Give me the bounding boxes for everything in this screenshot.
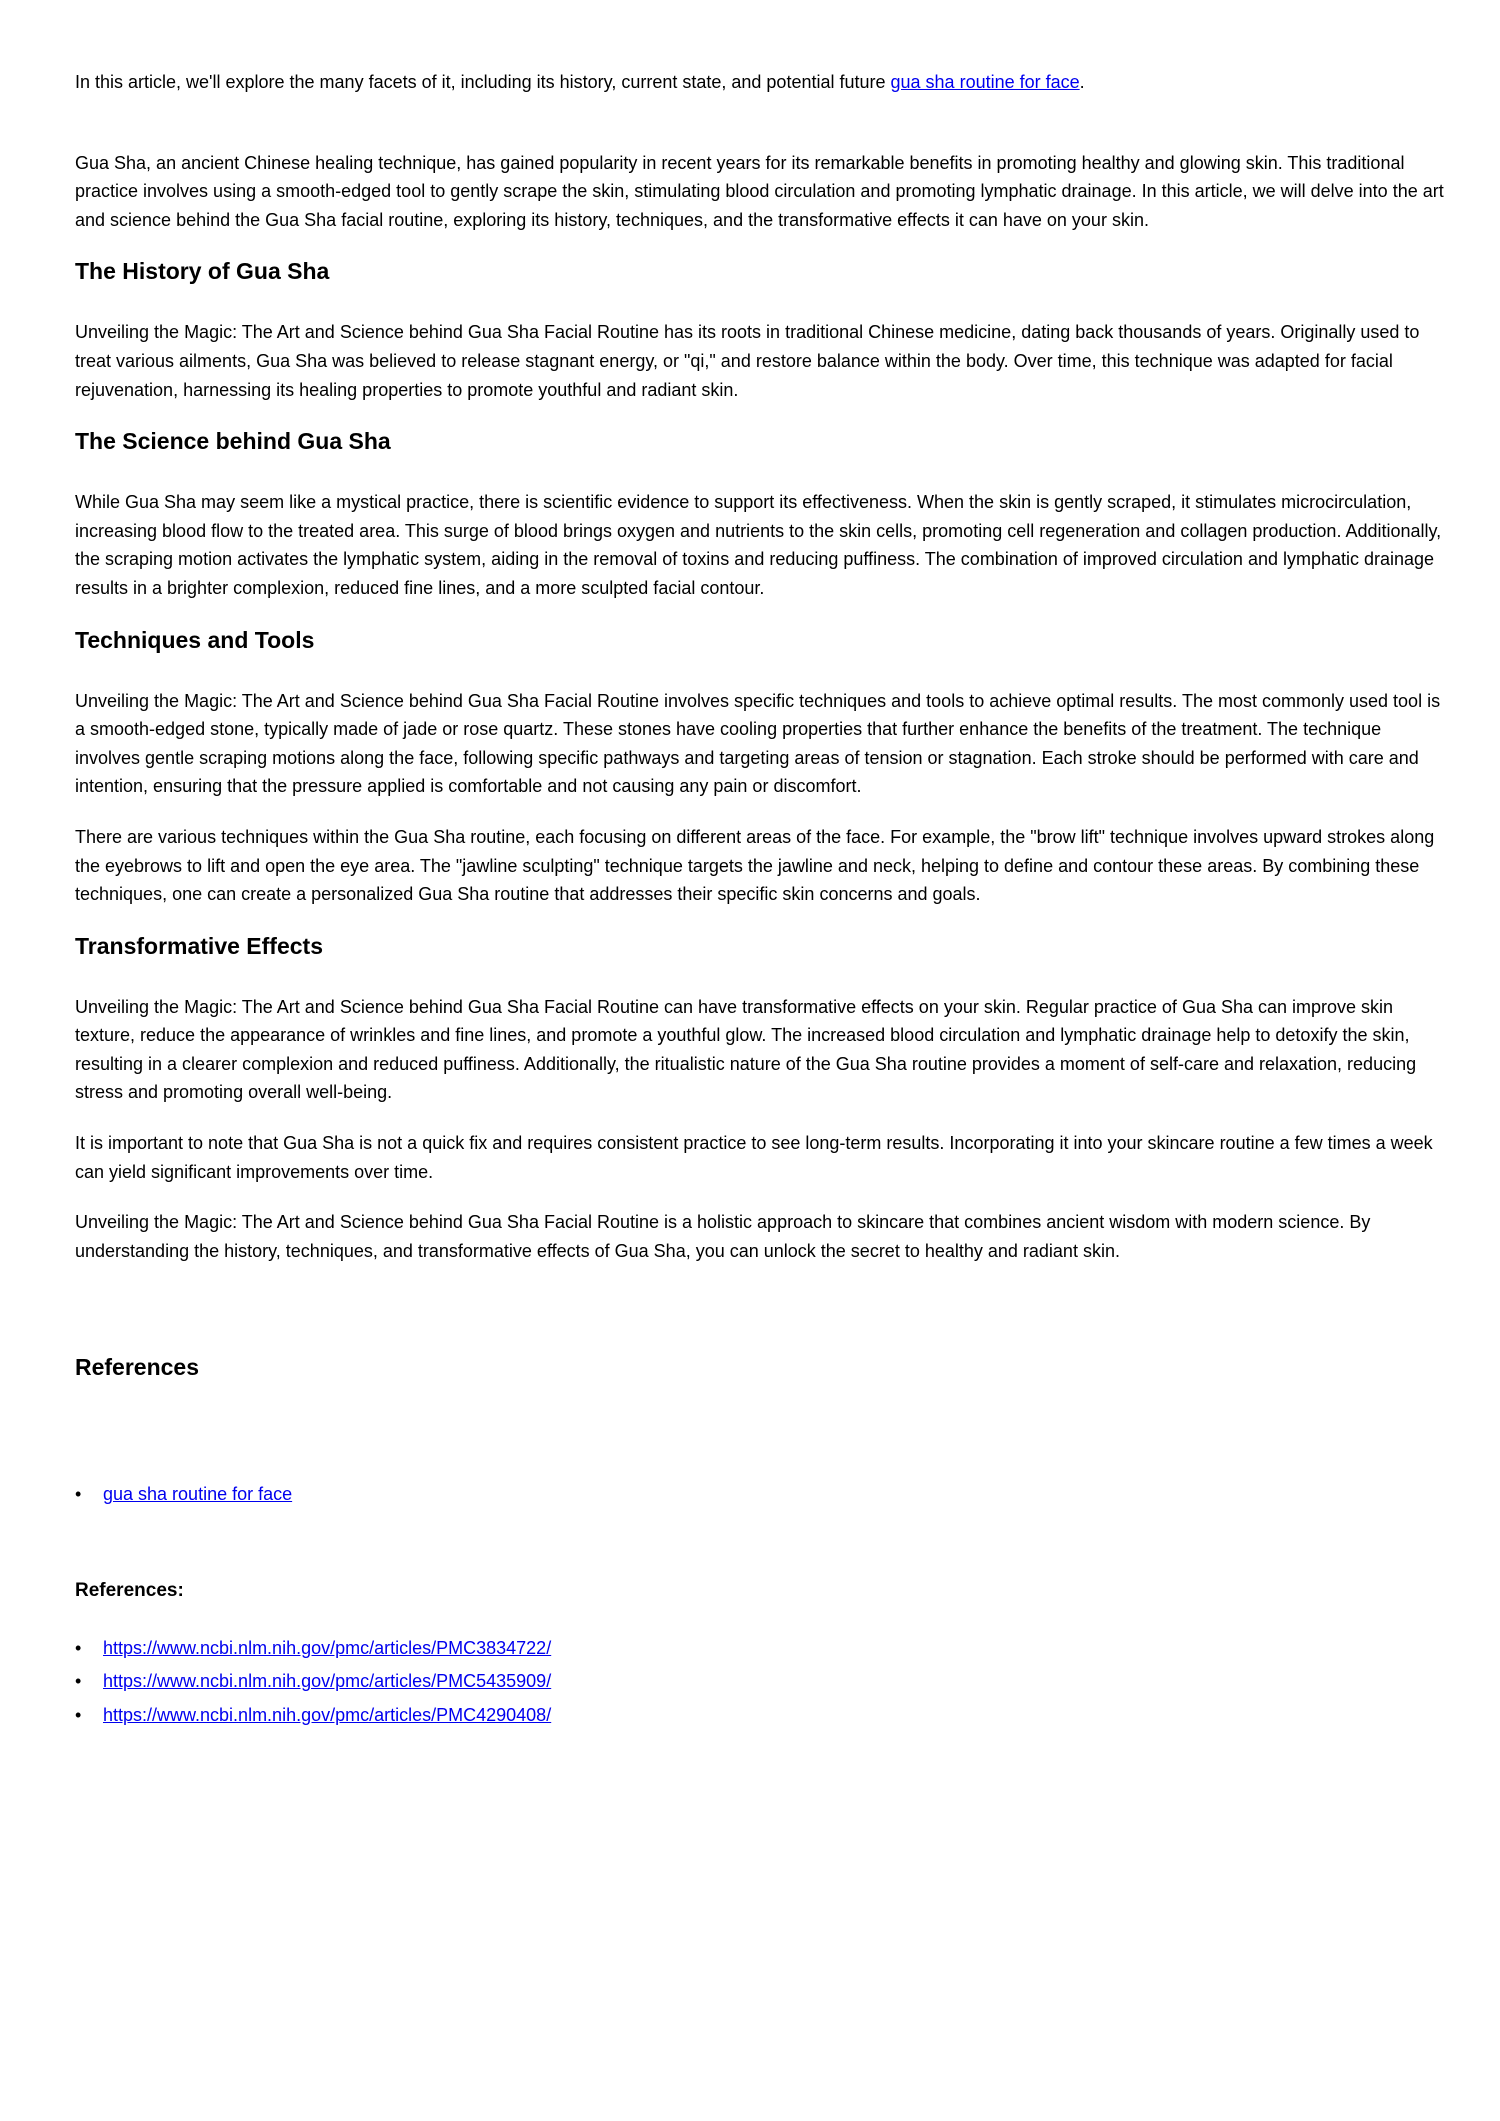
heading-history: The History of Gua Sha	[75, 258, 330, 285]
list-item	[75, 1632, 1445, 1666]
references-subheading: References:	[75, 1579, 184, 1601]
intro-paragraph: In this article, we'll explore the many facets of it, including its history, current state, and potential future gua sha routine for face.	[75, 72, 1085, 92]
reference-link[interactable]: https://www.ncbi.nlm.nih.gov/pmc/articles/PMC5435909/	[103, 1671, 552, 1692]
effects-paragraph: Unveiling the Magic: The Art and Science behind Gua Sha Facial Routine can have transformative effects on your skin. Regular practice of Gua Sha can improve skin texture, reduce the appearance of wrinkles and fine lines, and promote a youthful glow. The increased blood circulation and lymphatic drainage help to detoxify the skin, resulting in a clearer complexion and reduced puffiness. Additionally, the ritualistic nature of the Gua Sha routine provides a moment of self-care and relaxation, reducing stress and promoting overall well-being.	[75, 996, 1417, 1103]
heading-techniques: Techniques and Tools	[75, 626, 315, 653]
list-item	[75, 1665, 1445, 1699]
reference-url-list	[75, 1632, 1445, 1733]
techniques-paragraph: There are various techniques within the Gua Sha routine, each focusing on different areas of the face. For example, the "brow lift" technique involves upward strokes along the eyebrows to lift and open the eye area. The "jawline sculpting" technique targets the jawline and neck, helping to define and contour these areas. By combining these techniques, one can create a personalized Gua Sha routine that addresses their specific skin concerns and goals.	[75, 826, 1435, 905]
effects-paragraph: Unveiling the Magic: The Art and Science behind Gua Sha Facial Routine is a holistic approach to skincare that combines ancient wisdom with modern science. By understanding the history, techniques, and transformative effects of Gua Sha, you can unlock the secret to healthy and radiant skin.	[75, 1212, 1371, 1261]
heading-science: The Science behind Gua Sha	[75, 428, 391, 455]
reference-link[interactable]: https://www.ncbi.nlm.nih.gov/pmc/articles/PMC3834722/	[103, 1637, 552, 1658]
history-paragraph: Unveiling the Magic: The Art and Science behind Gua Sha Facial Routine has its roots in traditional Chinese medicine, dating back thousands of years. Originally used to treat various ailments, Gua Sha was believed to release stagnant energy, or "qi," and restore balance within the body. Over time, this technique was adapted for facial rejuvenation, harnessing its healing properties to promote youthful and radiant skin.	[75, 322, 1420, 400]
keyword-link-list	[75, 1478, 1445, 1512]
heading-effects: Transformative Effects	[75, 932, 323, 959]
list-item	[75, 1478, 1445, 1512]
science-paragraph: While Gua Sha may seem like a mystical practice, there is scientific evidence to support its effectiveness. When the skin is gently scraped, it stimulates microcirculation, increasing blood flow to the treated area. This surge of blood brings oxygen and nutrients to the skin cells, promoting cell regeneration and collagen production. Additionally, the scraping motion activates the lymphatic system, aiding in the removal of toxins and reducing puffiness. The combination of improved circulation and lymphatic drainage results in a brighter complexion, reduced fine lines, and a more sculpted facial contour.	[75, 492, 1442, 598]
list-item	[75, 1699, 1445, 1733]
keyword-link[interactable]: gua sha routine for face	[103, 1484, 293, 1505]
references-heading: References	[75, 1354, 200, 1381]
intro-link[interactable]: gua sha routine for face	[890, 72, 1080, 92]
opening-paragraph: Gua Sha, an ancient Chinese healing technique, has gained popularity in recent years for its remarkable benefits in promoting healthy and glowing skin. This traditional practice involves using a smooth-edged tool to gently scrape the skin, stimulating blood circulation and promoting lymphatic drainage. In this article, we will delve into the art and science behind the Gua Sha facial routine, exploring its history, techniques, and the transformative effects it can have on your skin.	[75, 152, 1444, 230]
reference-link[interactable]: https://www.ncbi.nlm.nih.gov/pmc/articles/PMC4290408/	[103, 1704, 552, 1725]
article	[75, 68, 1445, 1732]
techniques-paragraph: Unveiling the Magic: The Art and Science behind Gua Sha Facial Routine involves specific techniques and tools to achieve optimal results. The most commonly used tool is a smooth-edged stone, typically made of jade or rose quartz. These stones have cooling properties that further enhance the benefits of the treatment. The technique involves gentle scraping motions along the face, following specific pathways and targeting areas of tension or stagnation. Each stroke should be performed with care and intention, ensuring that the pressure applied is comfortable and not causing any pain or discomfort.	[75, 690, 1441, 797]
effects-paragraph: It is important to note that Gua Sha is not a quick fix and requires consistent practice to see long-term results. Incorporating it into your skincare routine a few times a week can yield significant improvements over time.	[75, 1133, 1433, 1182]
